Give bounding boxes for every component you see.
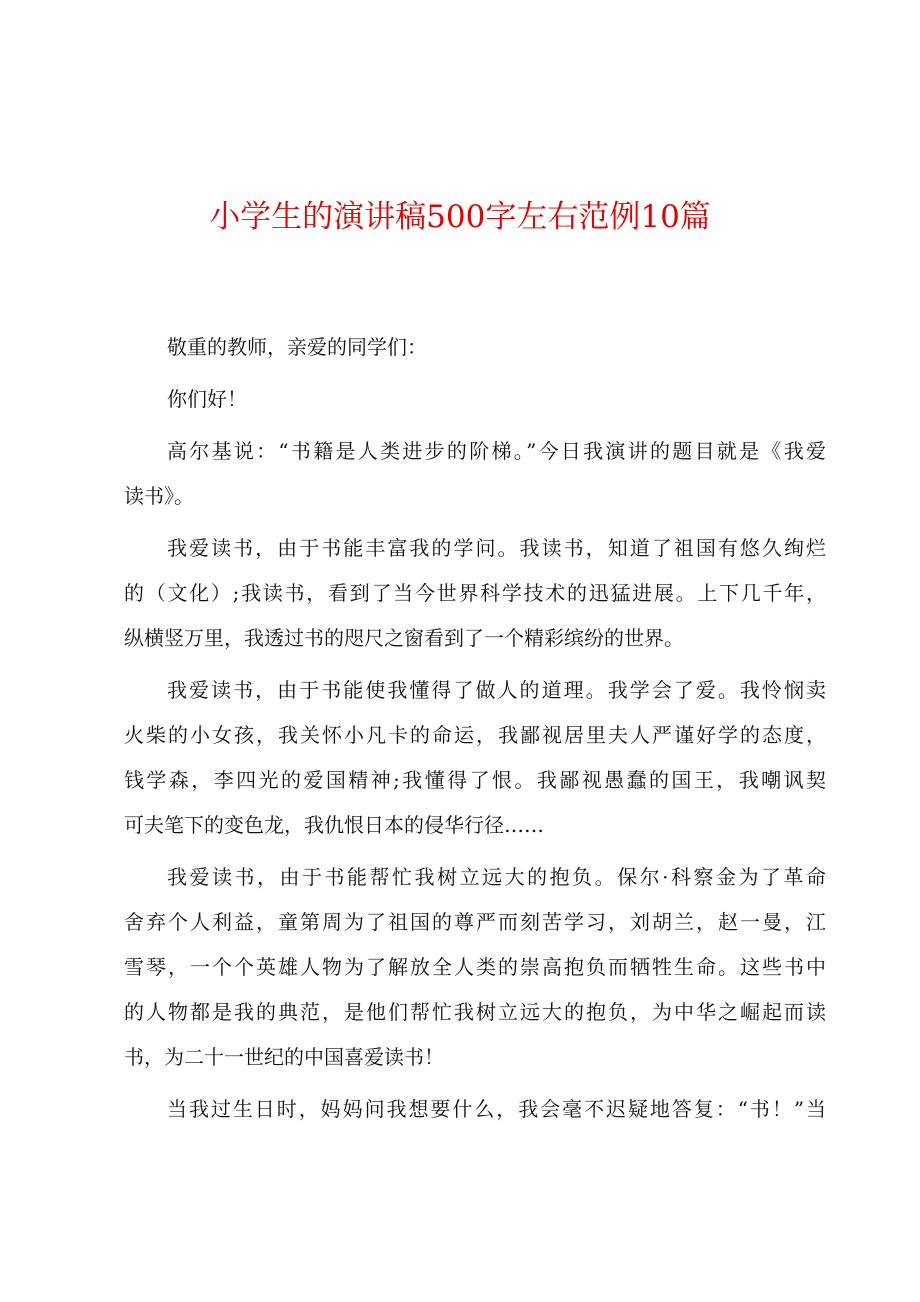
text-line: 当我过生日时，妈妈问我想要什么，我会毫不迟疑地答复：“书！”当 <box>167 1097 826 1121</box>
text-line: 的（文化）;我读书，看到了当今世界科学技术的迅猛进展。上下几千年， <box>124 581 826 605</box>
text-line: 雪琴，一个个英雄人物为了解放全人类的崇高抱负而牺牲生命。这些书中 <box>124 955 826 979</box>
text-line: 可夫笔下的变色龙，我仇恨日本的侵华行径…… <box>124 813 544 837</box>
paragraph <box>124 325 826 370</box>
text-line: 钱学森，李四光的爱国精神;我懂得了恨。我鄙视愚蠢的国王，我嘲讽契 <box>124 768 826 792</box>
text-line: 舍弃个人利益，童第周为了祖国的尊严而刻苦学习，刘胡兰，赵一曼，江 <box>124 910 826 934</box>
text-line: 敬重的教师，亲爱的同学们： <box>167 335 427 359</box>
paragraph <box>124 1087 826 1132</box>
document-body <box>124 325 826 1139</box>
text-line: 的人物都是我的典范，是他们帮忙我树立远大的抱负，为中华之崛起而读 <box>124 1000 826 1024</box>
paragraph <box>124 429 826 519</box>
text-line: 火柴的小女孩，我关怀小凡卡的命运，我鄙视居里夫人严谨好学的态度， <box>124 723 826 747</box>
text-line: 高尔基说：“书籍是人类进步的阶梯。”今日我演讲的题目就是《我爱 <box>167 439 826 463</box>
text-line: 你们好！ <box>167 387 247 411</box>
paragraph <box>124 855 826 1080</box>
text-line: 书，为二十一世纪的中国喜爱读书！ <box>124 1045 444 1069</box>
text-line: 我爱读书，由于书能帮忙我树立远大的抱负。保尔·科察金为了革命 <box>167 865 826 889</box>
paragraph <box>124 377 826 422</box>
paragraph <box>124 526 826 661</box>
text-line: 读书》。 <box>124 484 194 508</box>
paragraph <box>124 668 826 848</box>
text-line: 我爱读书，由于书能使我懂得了做人的道理。我学会了爱。我怜悯卖 <box>167 678 826 702</box>
document-title: 小学生的演讲稿500字左右范例10篇 <box>209 199 711 235</box>
text-line: 我爱读书，由于书能丰富我的学问。我读书，知道了祖国有悠久绚烂 <box>167 536 826 560</box>
text-line: 纵横竖万里，我透过书的咫尺之窗看到了一个精彩缤纷的世界。 <box>124 626 684 650</box>
